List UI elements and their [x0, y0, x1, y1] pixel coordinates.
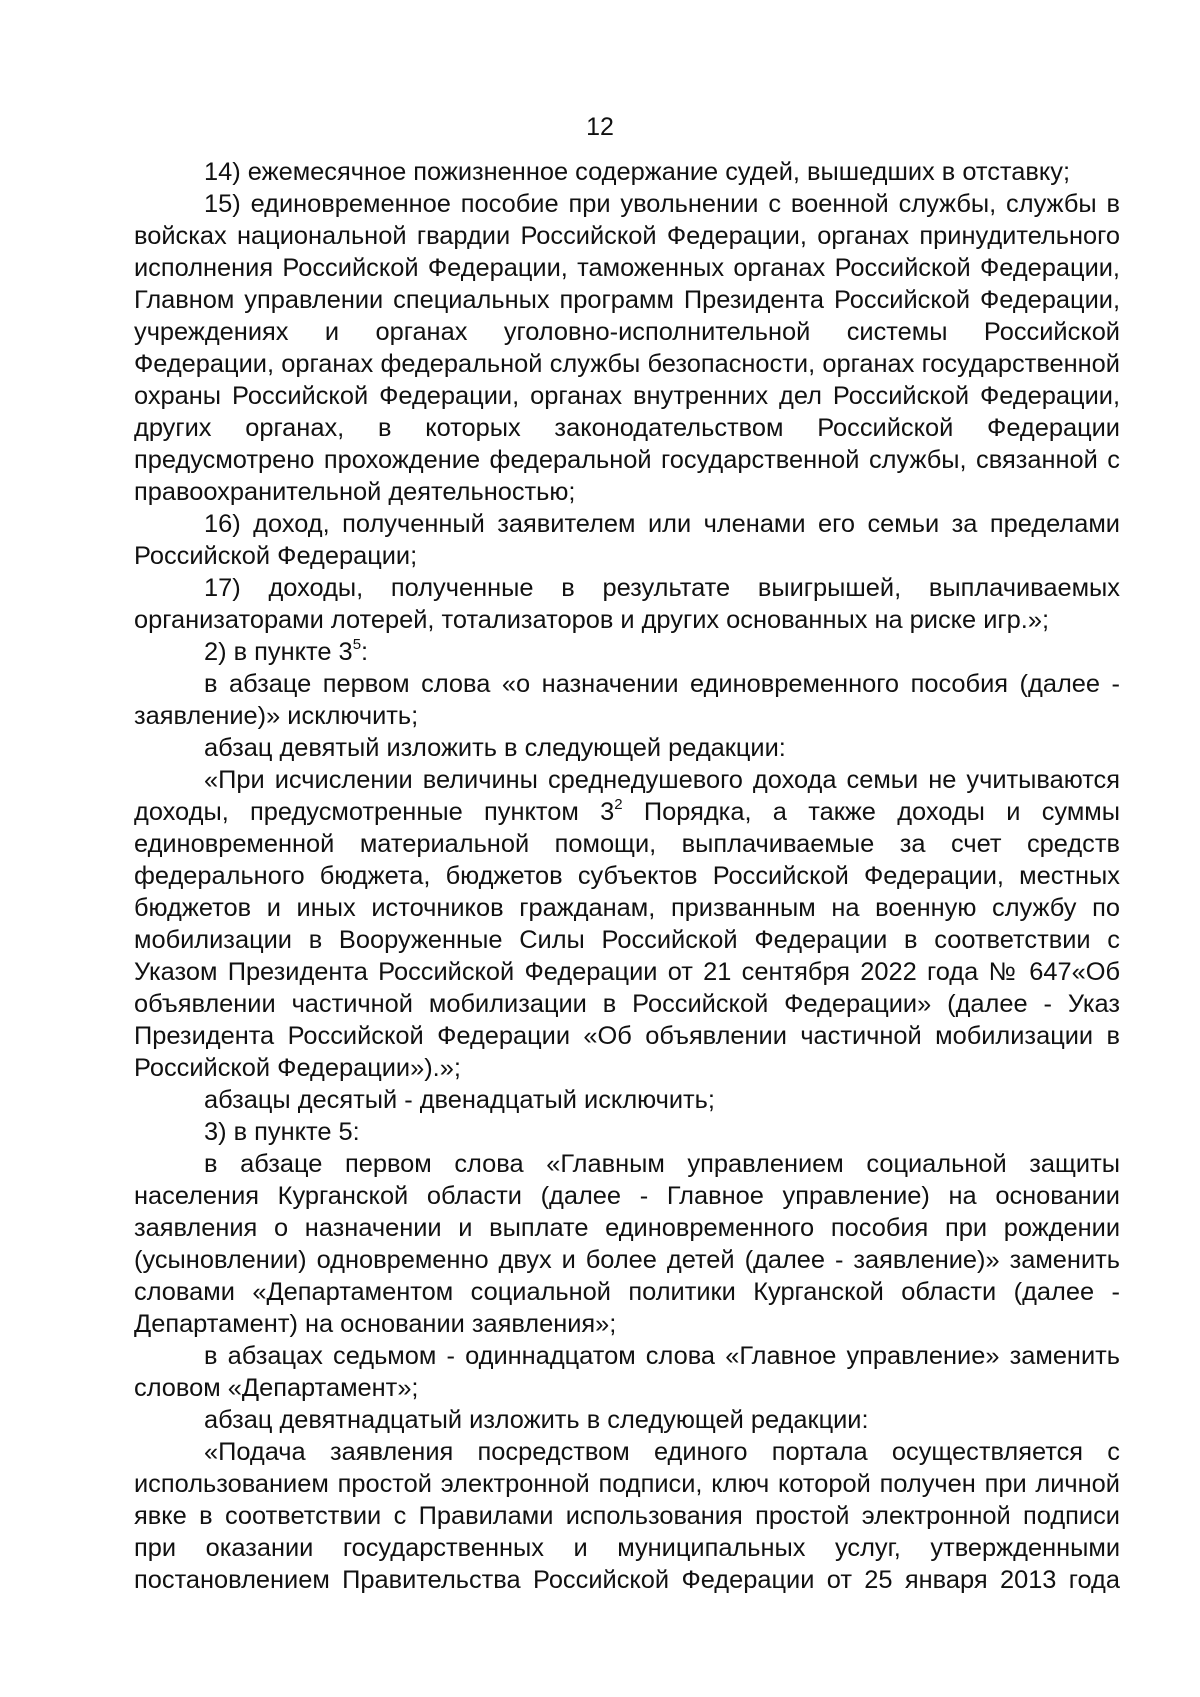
- document-body: [134, 156, 1120, 1596]
- superscript: 5: [352, 636, 362, 653]
- superscript: 2: [614, 796, 623, 813]
- paragraph-abzacy-seventh: в абзацах седьмом - одиннадцатом слова «Главное управление» заменить словом «Департамент»;: [134, 1342, 1120, 1402]
- paragraph-item-17: 17) доходы, полученные в результате выигрышей, выплачиваемых организаторами лотерей, тотализаторов и других основанных на риске игр.»;: [134, 574, 1120, 634]
- paragraph-item-15: 15) единовременное пособие при увольнении с военной службы, службы в войсках национальной гвардии Российской Федерации, органах принудительного исполнения Российской Федерации, таможенных органах Российской Федерации, Главном управлении специальных программ Президента Российской Федерации, учреждениях и органах уголовно-исполнительной системы Российской Федерации, органах федеральной службы безопасности, органах государственной охраны Российской Федерации, органах внутренних дел Российской Федерации, других органах, в которых законодательством Российской Федерации предусмотрено прохождение федеральной государственной службы, связанной с правоохранительной деятельностью;: [134, 190, 1120, 506]
- paragraph-abzacy-excluded: абзацы десятый - двенадцатый исключить;: [204, 1086, 715, 1114]
- paragraph-abzac-ninth: абзац девятый изложить в следующей редакции:: [204, 734, 786, 762]
- paragraph-abzac-nineteenth: абзац девятнадцатый изложить в следующей редакции:: [204, 1406, 869, 1434]
- paragraph-point-3: 3) в пункте 5:: [204, 1118, 360, 1146]
- paragraph-point-2: 2) в пункте $3^5$:: [204, 636, 369, 666]
- paragraph-replace-department: в абзаце первом слова «Главным управлением социальной защиты населения Курганской области (далее - Главное управление) на основании заявления о назначении и выплате единовременного пособия при рождении (усыновлении) одновременно двух и более детей (далее - заявление)» заменить словами «Департаментом социальной политики Курганской области (далее - Департамент) на основании заявления»;: [134, 1150, 1120, 1338]
- page-number: 12: [586, 113, 614, 141]
- paragraph-quote-income: «При исчислении величины среднедушевого дохода семьи не учитываются доходы, предусмотренные пунктом $3^2$ Порядка, а также доходы и суммы единовременной материальной помощи, выплачиваемые за счет средств федерального бюджета, бюджетов субъектов Российской Федерации, местных бюджетов и иных источников гражданам, призванным на военную службу по мобилизации в Вооруженные Силы Российской Федерации в соответствии с Указом Президента Российской Федерации от 21 сентября 2022 года № 647«Об объявлении частичной мобилизации в Российской Федерации» (далее - Указ Президента Российской Федерации «Об объявлении частичной мобилизации в Российской Федерации»).»;: [134, 766, 1120, 1082]
- paragraph-item-16: 16) доход, полученный заявителем или членами его семьи за пределами Российской Федерации;: [134, 510, 1120, 570]
- paragraph-abzac-first: в абзаце первом слова «о назначении единовременного пособия (далее - заявление)» исключить;: [134, 670, 1120, 730]
- paragraph-item-14: 14) ежемесячное пожизненное содержание судей, вышедших в отставку;: [204, 158, 1071, 186]
- paragraph-quote-portal: «Подача заявления посредством единого портала осуществляется с использованием простой электронной подписи, ключ которой получен при личной явке в соответствии с Правилами использования простой электронной подписи при оказании государственных и муниципальных услуг, утвержденными постановлением Правительства Российской Федерации от 25 января 2013 года: [134, 1438, 1120, 1594]
